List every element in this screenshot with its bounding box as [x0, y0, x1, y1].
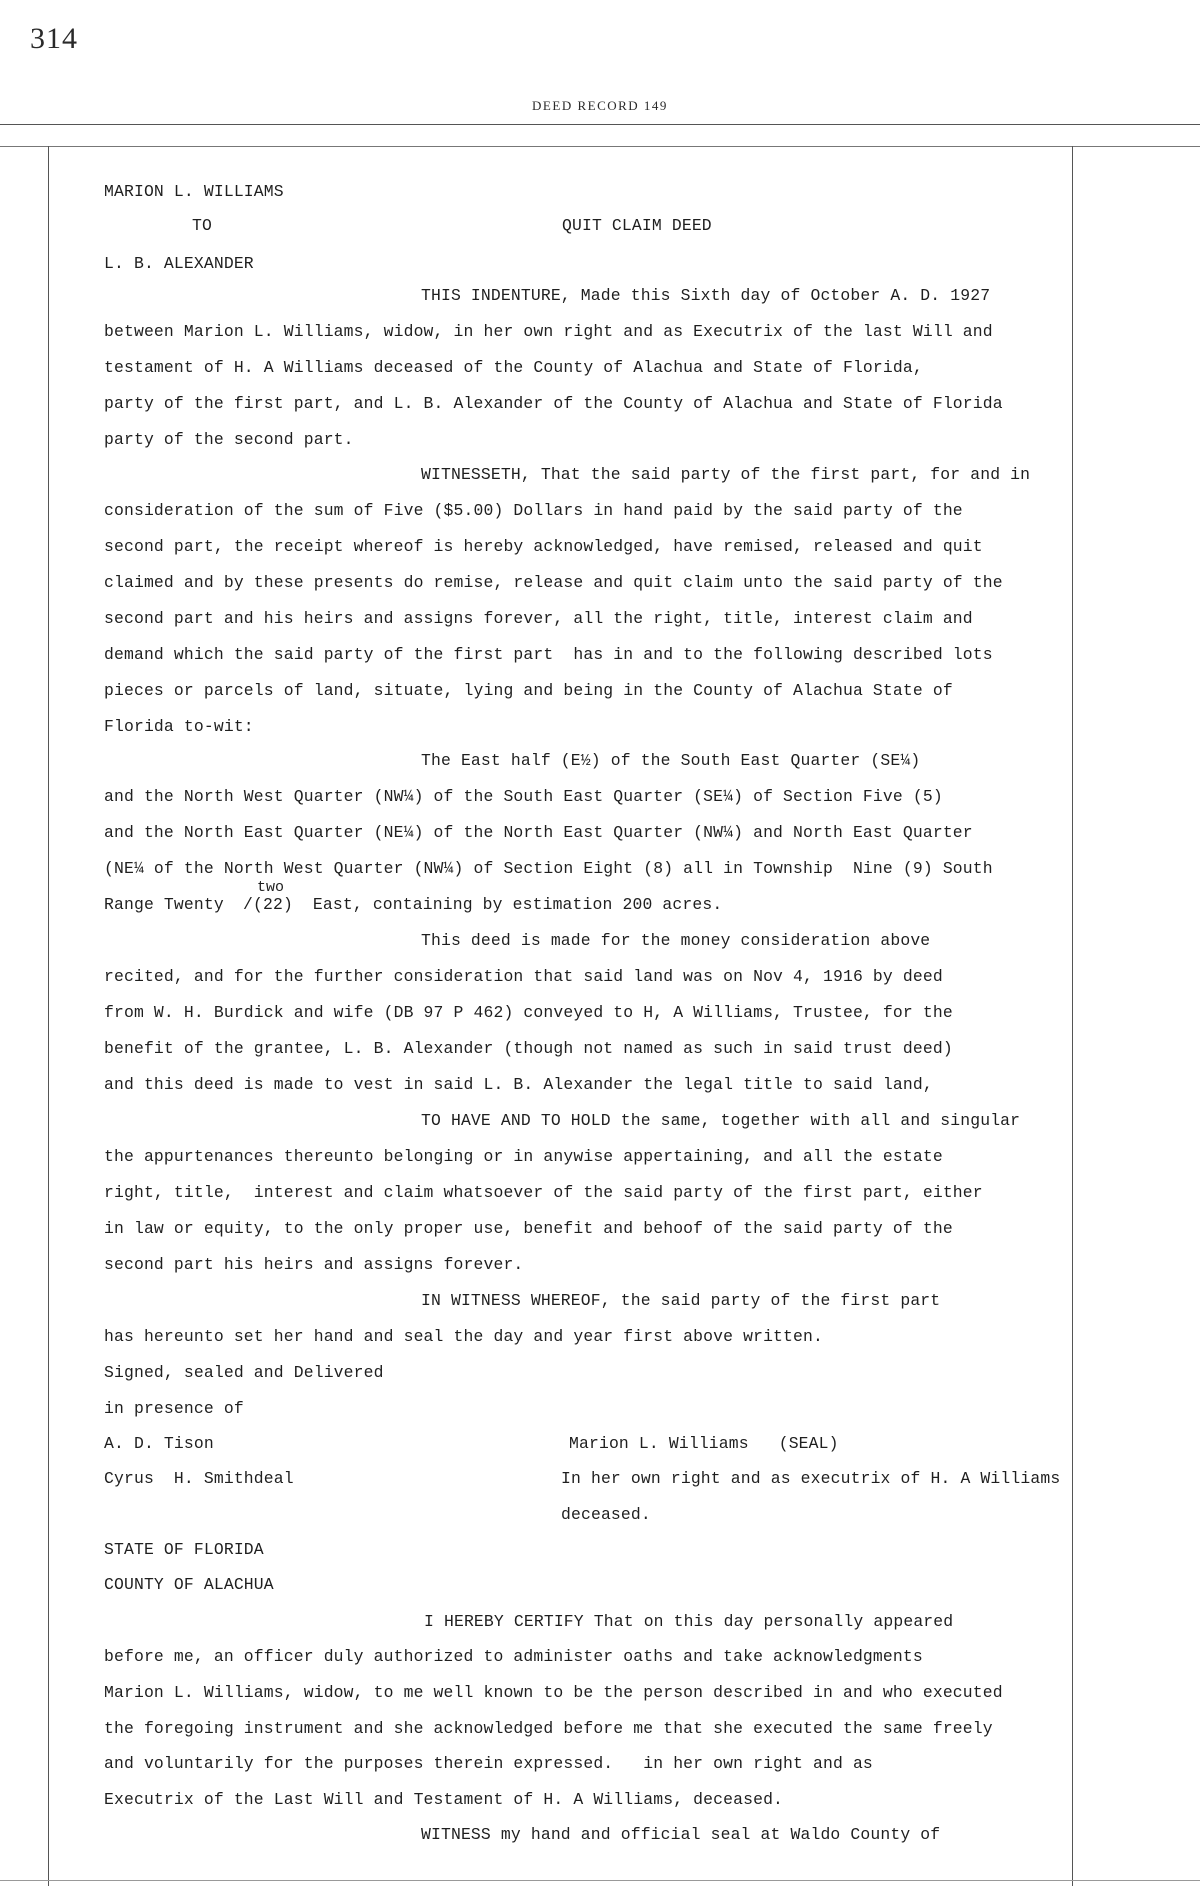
body-line: THIS INDENTURE, Made this Sixth day of October A. D. 1927: [421, 286, 991, 305]
legal-description-line: (NE¼ of the North West Quarter (NW¼) of Section Eight (8) all in Township Nine (9) South: [104, 859, 993, 878]
body-line: benefit of the grantee, L. B. Alexander (though not named as such in said trust deed): [104, 1039, 953, 1058]
body-line: party of the second part.: [104, 430, 354, 449]
body-line: second part and his heirs and assigns forever, all the right, title, interest claim and: [104, 609, 973, 628]
record-header: DEED RECORD 149: [532, 98, 668, 113]
body-line: party of the first part, and L. B. Alexander of the County of Alachua and State of Florida: [104, 394, 1003, 413]
witness-name: Cyrus H. Smithdeal: [104, 1469, 294, 1488]
certificate-state: STATE OF FLORIDA: [104, 1540, 264, 1559]
signer-capacity: In her own right and as executrix of H. A Williams: [561, 1469, 1061, 1488]
body-line: demand which the said party of the first part has in and to the following described lots: [104, 645, 993, 664]
body-line: has hereunto set her hand and seal the day and year first above written.: [104, 1327, 823, 1346]
body-line: WITNESSETH, That the said party of the first part, for and in: [421, 465, 1031, 484]
body-line: Florida to-wit:: [104, 717, 254, 736]
page-bottom-rule: [0, 1880, 1200, 1881]
legal-description-line: The East half (E½) of the South East Quarter (SE¼): [421, 751, 921, 770]
legal-description-line: and the North East Quarter (NE¼) of the North East Quarter (NW¼) and North East Quarter: [104, 823, 973, 842]
body-line: recited, and for the further consideration that said land was on Nov 4, 1916 by deed: [104, 967, 943, 986]
body-line: IN WITNESS WHEREOF, the said party of the first part: [421, 1291, 941, 1310]
body-line: pieces or parcels of land, situate, lying and being in the County of Alachua State of: [104, 681, 953, 700]
body-line: consideration of the sum of Five ($5.00) Dollars in hand paid by the said party of the: [104, 501, 963, 520]
body-line: claimed and by these presents do remise, release and quit claim unto the said party of the: [104, 573, 1003, 592]
body-line: between Marion L. Williams, widow, in her own right and as Executrix of the last Will and: [104, 322, 993, 341]
margin-line-left: [48, 146, 49, 1886]
body-line: TO HAVE AND TO HOLD the same, together with all and singular: [421, 1111, 1021, 1130]
interlineation-insert: two: [257, 879, 285, 896]
grantee-name: L. B. ALEXANDER: [104, 254, 254, 273]
signer-name: Marion L. Williams (SEAL): [569, 1434, 839, 1453]
body-line: second part his heirs and assigns forever.: [104, 1255, 524, 1274]
grantor-name: MARION L. WILLIAMS: [104, 182, 284, 201]
margin-line-right: [1072, 146, 1073, 1886]
deed-type: QUIT CLAIM DEED: [562, 216, 712, 235]
certificate-line: the foregoing instrument and she acknowledged before me that she executed the same freely: [104, 1719, 993, 1738]
to-label: TO: [192, 216, 212, 235]
legal-description-line: Range Twenty: [104, 895, 224, 914]
body-line: from W. H. Burdick and wife (DB 97 P 462) conveyed to H, A Williams, Trustee, for the: [104, 1003, 953, 1022]
body-line: in presence of: [104, 1399, 244, 1418]
page-number: 314: [30, 22, 78, 55]
body-line: second part, the receipt whereof is hereby acknowledged, have remised, released and quit: [104, 537, 983, 556]
certificate-line: I HEREBY CERTIFY That on this day personally appeared: [424, 1612, 954, 1631]
witness-name: A. D. Tison: [104, 1434, 214, 1453]
signer-capacity: deceased.: [561, 1505, 651, 1524]
body-line: Signed, sealed and Delivered: [104, 1363, 384, 1382]
certificate-line: and voluntarily for the purposes therein expressed. in her own right and as: [104, 1754, 873, 1773]
body-line: and this deed is made to vest in said L. B. Alexander the legal title to said land,: [104, 1075, 933, 1094]
body-line: right, title, interest and claim whatsoever of the said party of the first part, either: [104, 1183, 983, 1202]
certificate-line: Marion L. Williams, widow, to me well known to be the person described in and who executed: [104, 1683, 1003, 1702]
body-line: the appurtenances thereunto belonging or in anywise appertaining, and all the estate: [104, 1147, 943, 1166]
header-rule-top: [0, 124, 1200, 125]
body-line: This deed is made for the money consideration above: [421, 931, 931, 950]
certificate-line: WITNESS my hand and official seal at Waldo County of: [421, 1825, 941, 1844]
legal-description-line: /(22) East, containing by estimation 200 acres.: [243, 895, 723, 914]
certificate-line: before me, an officer duly authorized to administer oaths and take acknowledgments: [104, 1647, 923, 1666]
header-rule-bottom: [0, 146, 1200, 147]
legal-description-line: and the North West Quarter (NW¼) of the South East Quarter (SE¼) of Section Five (5): [104, 787, 943, 806]
certificate-line: Executrix of the Last Will and Testament of H. A Williams, deceased.: [104, 1790, 784, 1809]
certificate-county: COUNTY OF ALACHUA: [104, 1575, 274, 1594]
body-line: in law or equity, to the only proper use, benefit and behoof of the said party of the: [104, 1219, 953, 1238]
body-line: testament of H. A Williams deceased of the County of Alachua and State of Florida,: [104, 358, 923, 377]
